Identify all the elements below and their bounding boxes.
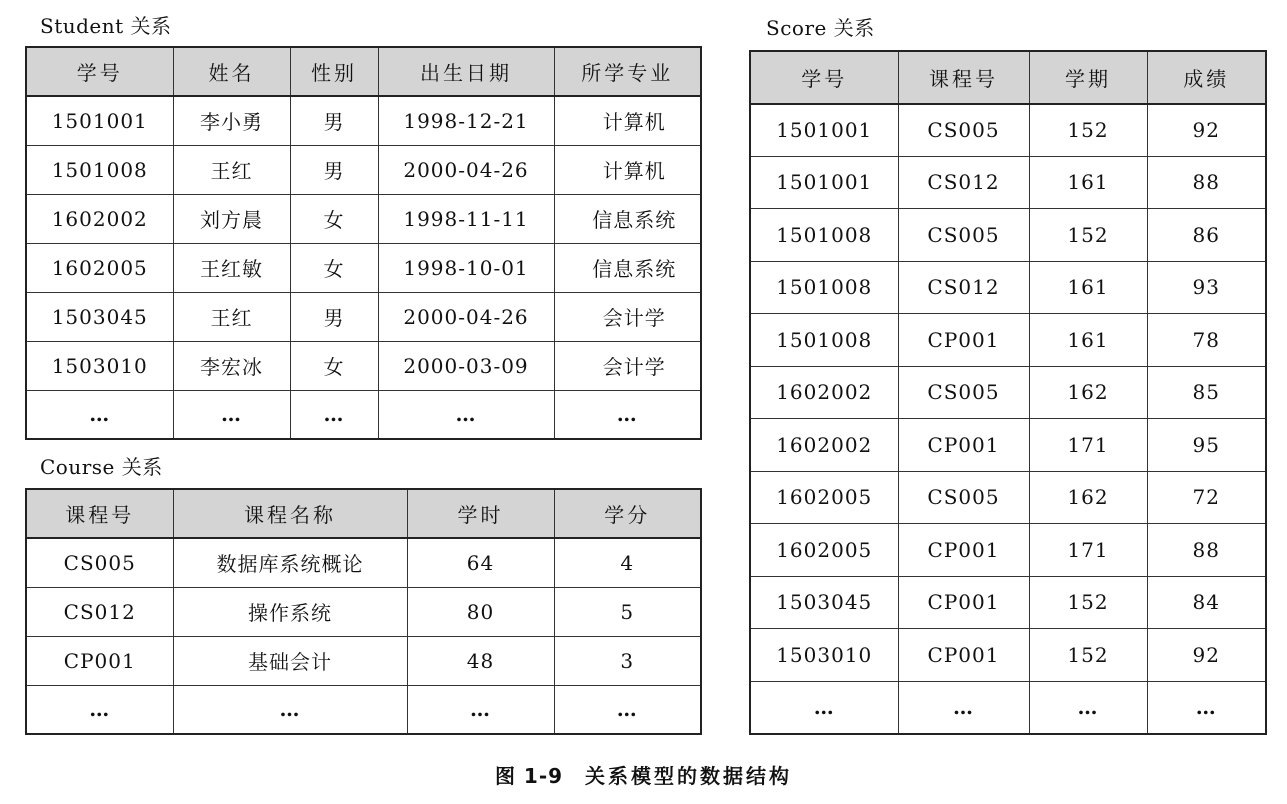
table-row [750, 629, 1266, 682]
score-grade-cell: 88 [1147, 524, 1266, 577]
column-header: 学号 [26, 47, 173, 96]
student-relation-title: Student 关系 [40, 14, 172, 38]
column-header: 学时 [407, 489, 554, 538]
figure-caption [0, 760, 1287, 789]
score-grade-cell: 85 [1147, 366, 1266, 419]
column-header: 课程号 [898, 51, 1029, 104]
score-grade-cell: 86 [1147, 209, 1266, 262]
column-header: 出生日期 [378, 47, 554, 96]
score-student-id-cell: 1501008 [750, 314, 898, 367]
table-row [26, 636, 701, 685]
score-course-id-cell: CP001 [898, 419, 1029, 472]
score-student-id-cell: 1501001 [750, 156, 898, 209]
student-major-cell: 信息系统 [554, 194, 701, 243]
ellipsis-cell: … [1029, 681, 1147, 734]
student-gender-cell: 女 [290, 341, 378, 390]
table-row [750, 104, 1266, 157]
score-course-id-cell: CS012 [898, 261, 1029, 314]
table-row [750, 156, 1266, 209]
student-major-cell: 信息系统 [554, 243, 701, 292]
student-name-cell: 李宏冰 [173, 341, 290, 390]
column-header: 性别 [290, 47, 378, 96]
table-row [750, 366, 1266, 419]
score-term-cell: 152 [1029, 104, 1147, 157]
score-term-cell: 152 [1029, 576, 1147, 629]
course-hours-cell: 80 [407, 587, 554, 636]
student-name-cell: 王红 [173, 292, 290, 341]
table-row [26, 194, 701, 243]
student-id-cell: 1602002 [26, 194, 173, 243]
course-table [25, 488, 702, 735]
score-student-id-cell: 1602002 [750, 419, 898, 472]
score-student-id-cell: 1602005 [750, 524, 898, 577]
table-row [26, 145, 701, 194]
score-grade-cell: 95 [1147, 419, 1266, 472]
score-term-cell: 152 [1029, 629, 1147, 682]
score-grade-cell: 92 [1147, 104, 1266, 157]
score-term-cell: 162 [1029, 471, 1147, 524]
score-course-id-cell: CS005 [898, 366, 1029, 419]
student-id-cell: 1503045 [26, 292, 173, 341]
table-row [26, 341, 701, 390]
student-major-cell: 计算机 [554, 96, 701, 145]
score-student-id-cell: 1602005 [750, 471, 898, 524]
score-student-id-cell: 1503045 [750, 576, 898, 629]
table-row [26, 243, 701, 292]
score-term-cell: 171 [1029, 524, 1147, 577]
student-gender-cell: 男 [290, 292, 378, 341]
score-course-id-cell: CP001 [898, 576, 1029, 629]
score-student-id-cell: 1501001 [750, 104, 898, 157]
student-major-cell: 会计学 [554, 292, 701, 341]
table-row [750, 681, 1266, 734]
course-credits-cell: 4 [554, 538, 701, 587]
table-row [750, 471, 1266, 524]
course-name-cell: 数据库系统概论 [173, 538, 407, 587]
score-course-id-cell: CP001 [898, 629, 1029, 682]
course-hours-cell: 48 [407, 636, 554, 685]
table-header-row [26, 489, 701, 538]
table-row [750, 261, 1266, 314]
score-course-id-cell: CS005 [898, 104, 1029, 157]
student-gender-cell: 女 [290, 194, 378, 243]
score-grade-cell: 93 [1147, 261, 1266, 314]
ellipsis-cell: … [173, 685, 407, 734]
student-name-cell: 王红敏 [173, 243, 290, 292]
score-grade-cell: 88 [1147, 156, 1266, 209]
score-term-cell: 161 [1029, 156, 1147, 209]
table-row [26, 96, 701, 145]
student-major-cell: 会计学 [554, 341, 701, 390]
table-row [750, 209, 1266, 262]
score-student-id-cell: 1501008 [750, 209, 898, 262]
score-term-cell: 162 [1029, 366, 1147, 419]
column-header: 课程号 [26, 489, 173, 538]
student-birthdate-cell: 1998-12-21 [378, 96, 554, 145]
column-header: 成绩 [1147, 51, 1266, 104]
student-name-cell: 李小勇 [173, 96, 290, 145]
ellipsis-cell: … [1147, 681, 1266, 734]
student-birthdate-cell: 1998-10-01 [378, 243, 554, 292]
student-table [25, 46, 702, 440]
score-course-id-cell: CS005 [898, 209, 1029, 262]
figure-caption-text: 关系模型的数据结构 [585, 764, 793, 788]
student-id-cell: 1503010 [26, 341, 173, 390]
student-birthdate-cell: 2000-03-09 [378, 341, 554, 390]
student-name-cell: 刘方晨 [173, 194, 290, 243]
student-birthdate-cell: 1998-11-11 [378, 194, 554, 243]
score-course-id-cell: CP001 [898, 314, 1029, 367]
student-gender-cell: 男 [290, 96, 378, 145]
score-grade-cell: 92 [1147, 629, 1266, 682]
column-header: 学号 [750, 51, 898, 104]
ellipsis-cell: … [173, 390, 290, 439]
table-row [26, 685, 701, 734]
ellipsis-cell: … [898, 681, 1029, 734]
score-term-cell: 161 [1029, 314, 1147, 367]
student-birthdate-cell: 2000-04-26 [378, 292, 554, 341]
table-header-row [750, 51, 1266, 104]
course-id-cell: CS005 [26, 538, 173, 587]
score-student-id-cell: 1503010 [750, 629, 898, 682]
score-grade-cell: 72 [1147, 471, 1266, 524]
table-row [26, 292, 701, 341]
student-gender-cell: 男 [290, 145, 378, 194]
score-term-cell: 161 [1029, 261, 1147, 314]
ellipsis-cell: … [554, 390, 701, 439]
score-student-id-cell: 1501008 [750, 261, 898, 314]
score-table [749, 50, 1267, 735]
course-id-cell: CP001 [26, 636, 173, 685]
ellipsis-cell: … [26, 685, 173, 734]
student-gender-cell: 女 [290, 243, 378, 292]
table-row [750, 314, 1266, 367]
ellipsis-cell: … [378, 390, 554, 439]
column-header: 学分 [554, 489, 701, 538]
table-row [750, 576, 1266, 629]
score-student-id-cell: 1602002 [750, 366, 898, 419]
student-id-cell: 1602005 [26, 243, 173, 292]
figure-number: 图 1-9 [494, 764, 564, 788]
ellipsis-cell: … [407, 685, 554, 734]
column-header: 所学专业 [554, 47, 701, 96]
column-header: 学期 [1029, 51, 1147, 104]
ellipsis-cell: … [750, 681, 898, 734]
score-term-cell: 171 [1029, 419, 1147, 472]
course-credits-cell: 5 [554, 587, 701, 636]
course-id-cell: CS012 [26, 587, 173, 636]
score-term-cell: 152 [1029, 209, 1147, 262]
table-row [26, 538, 701, 587]
score-course-id-cell: CS005 [898, 471, 1029, 524]
ellipsis-cell: … [554, 685, 701, 734]
table-row [750, 419, 1266, 472]
course-name-cell: 基础会计 [173, 636, 407, 685]
ellipsis-cell: … [290, 390, 378, 439]
table-row [26, 390, 701, 439]
score-grade-cell: 78 [1147, 314, 1266, 367]
course-relation-title: Course 关系 [40, 455, 163, 479]
score-relation-title: Score 关系 [766, 16, 875, 40]
student-name-cell: 王红 [173, 145, 290, 194]
table-row [750, 524, 1266, 577]
student-id-cell: 1501008 [26, 145, 173, 194]
student-id-cell: 1501001 [26, 96, 173, 145]
student-birthdate-cell: 2000-04-26 [378, 145, 554, 194]
student-major-cell: 计算机 [554, 145, 701, 194]
table-row [26, 587, 701, 636]
score-course-id-cell: CP001 [898, 524, 1029, 577]
ellipsis-cell: … [26, 390, 173, 439]
course-credits-cell: 3 [554, 636, 701, 685]
column-header: 姓名 [173, 47, 290, 96]
column-header: 课程名称 [173, 489, 407, 538]
score-course-id-cell: CS012 [898, 156, 1029, 209]
course-name-cell: 操作系统 [173, 587, 407, 636]
score-grade-cell: 84 [1147, 576, 1266, 629]
table-header-row [26, 47, 701, 96]
course-hours-cell: 64 [407, 538, 554, 587]
